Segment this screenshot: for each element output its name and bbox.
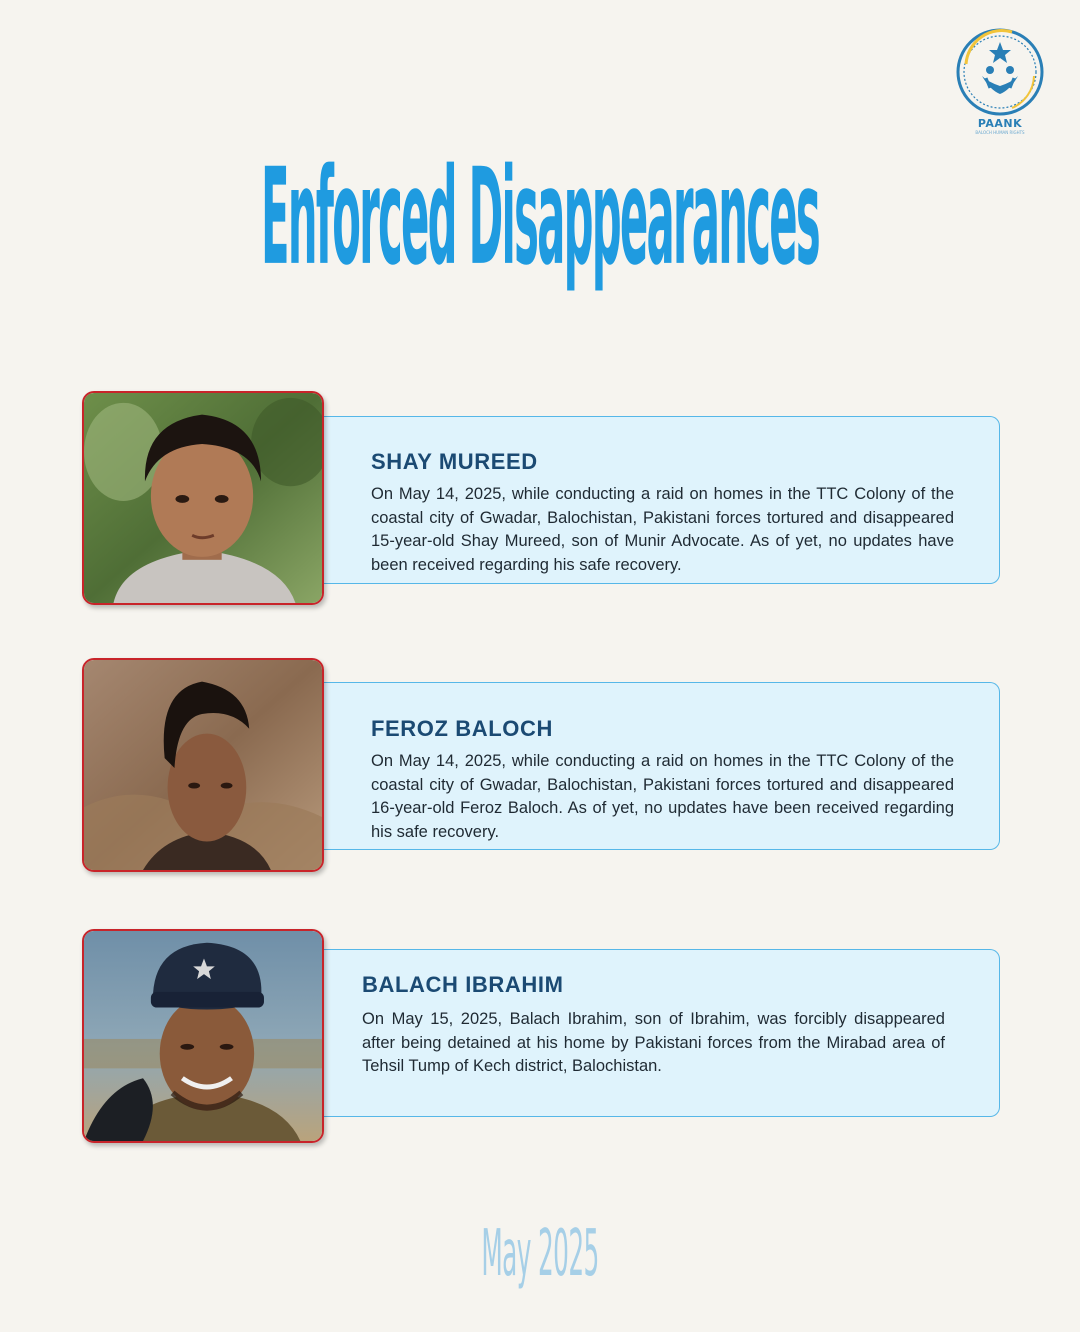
logo-text: PAANK [977,117,1023,130]
case-name-2: FEROZ BALOCH [371,716,553,741]
case-description-1: On May 14, 2025, while conducting a raid on homes in the TTC Colony of the coastal city of Gwadar, Balochistan, Pakistani forces tortured and disappeared 15-year-old Shay Mureed, son of Munir Advocate. As of yet, no updates have been received regarding his safe recovery. [371,485,954,574]
case-photo-2 [82,658,324,872]
logo-emblem-icon [952,24,1048,120]
footer-date: May 2025 [481,1217,599,1291]
case-photo-3 [82,929,324,1143]
case-name-1: SHAY MUREED [371,449,538,474]
case-description-3: On May 15, 2025, Balach Ibrahim, son of Ibrahim, was forcibly disappeared after being detained at his home by Pakistani forces from the Mirabad area of Tehsil Tump of Kech district, Balochistan. [362,1010,945,1075]
case-name-3: BALACH IBRAHIM [362,972,564,997]
portrait-image [84,393,322,603]
page-title: Enforced Disappearances [261,138,819,295]
case-photo-1 [82,391,324,605]
paank-logo [952,24,1048,136]
case-description-2: On May 14, 2025, while conducting a raid on homes in the TTC Colony of the coastal city of Gwadar, Balochistan, Pakistani forces tortured and disappeared 16-year-old Feroz Baloch. As of yet, no updates have been received regarding his safe recovery. [371,752,954,841]
logo-tagline: BALOCH HUMAN RIGHTS [975,130,1025,135]
portrait-image [84,660,322,870]
portrait-image [84,931,322,1141]
